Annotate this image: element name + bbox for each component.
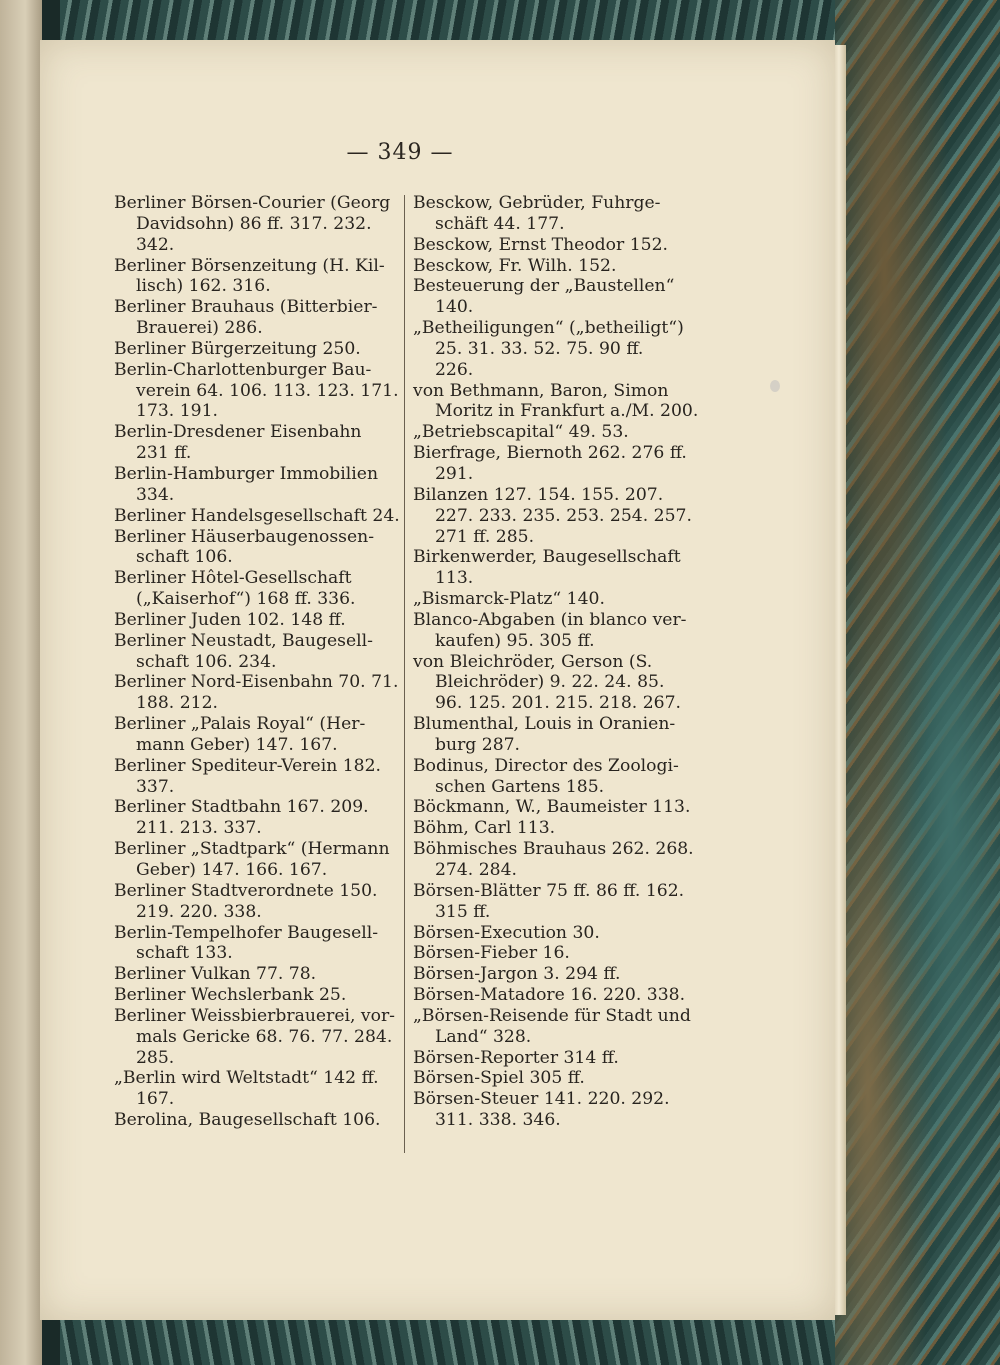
index-entry-line: Birkenwerder, Baugesellschaft (413, 547, 681, 568)
index-entry-line: Börsen-Execution 30. (413, 922, 600, 943)
index-entry-line: Berliner Vulkan 77. 78. (114, 964, 317, 985)
index-entry-line: Börsen-Steuer 141. 220. 292. (413, 1089, 670, 1110)
index-entry-line: mals Gericke 68. 76. 77. 284. (136, 1026, 393, 1047)
index-entry-line: 271 ff. 285. (435, 526, 535, 547)
index-entry-line: 285. (136, 1047, 175, 1068)
index-entry-line: Berlin-Dresdener Eisenbahn (114, 422, 362, 443)
index-entry-line: Börsen-Matadore 16. 220. 338. (413, 985, 686, 1006)
index-entry-line: 334. (136, 484, 175, 505)
index-entry-line: 227. 233. 235. 253. 254. 257. (435, 505, 692, 526)
left-page-edge (0, 0, 42, 1365)
index-entry-line: Berliner Häuserbaugenossen- (114, 526, 375, 547)
index-entry-line: Berliner Neustadt, Baugesell- (114, 630, 373, 651)
index-entry-line: Bilanzen 127. 154. 155. 207. (413, 484, 664, 505)
index-entry-line: Berliner Börsen-Courier (Georg (114, 193, 391, 213)
index-entry-line: Berlin-Tempelhofer Baugesell- (114, 922, 379, 943)
index-entry-line: verein 64. 106. 113. 123. 171. (136, 380, 399, 401)
index-entry-line: 291. (435, 463, 474, 484)
index-entry-line: 173. 191. (136, 401, 219, 422)
index-entry-line: Bleichröder) 9. 22. 24. 85. (435, 672, 665, 693)
index-entry-line: Berliner Wechslerbank 25. (114, 985, 347, 1006)
index-entry-line: 25. 31. 33. 52. 75. 90 ff. (435, 338, 644, 359)
index-entry-line: 231 ff. (136, 443, 192, 464)
index-column-right (413, 193, 703, 1131)
index-entry-line: 113. (435, 568, 474, 589)
index-entry-line: Geber) 147. 166. 167. (136, 860, 328, 880)
index-entry-line: Besckow, Gebrüder, Fuhrge- (413, 193, 661, 213)
index-entry-line: Böhm, Carl 113. (413, 818, 556, 839)
index-entry-line: Berliner Spediteur-Verein 182. (114, 755, 381, 776)
index-entry-line: Brauerei) 286. (136, 318, 263, 339)
index-entry-line: „Betriebscapital“ 49. 53. (413, 422, 629, 443)
index-entry-line: Berliner Handelsgesellschaft 24. (114, 505, 400, 526)
index-entry-line: Besteuerung der „Baustellen“ (413, 276, 675, 297)
index-entry-line: Börsen-Fieber 16. (413, 943, 570, 964)
index-entry-line: Börsen-Blätter 75 ff. 86 ff. 162. (413, 880, 685, 901)
index-entry-line: „Berlin wird Weltstadt“ 142 ff. (114, 1068, 379, 1089)
index-entry-line: Bodinus, Director des Zoologi- (413, 755, 679, 776)
index-entry-line: schen Gartens 185. (435, 776, 605, 797)
index-entry-line: schaft 133. (136, 943, 233, 964)
index-entry-line: Besckow, Fr. Wilh. 152. (413, 255, 617, 276)
index-entry-line: Berolina, Baugesellschaft 106. (114, 1110, 381, 1131)
index-entry-line: 311. 338. 346. (435, 1110, 561, 1131)
index-entry-line: „Betheiligungen“ („betheiligt“) (413, 318, 684, 339)
index-entry-line: „Börsen-Reisende für Stadt und (413, 1005, 691, 1026)
index-entry-line: 219. 220. 338. (136, 901, 262, 922)
index-entry-line: 226. (435, 359, 474, 380)
column-divider (404, 195, 405, 1153)
index-entry-line: 211. 213. 337. (136, 818, 262, 839)
index-entry-line: („Kaiserhof“) 168 ff. 336. (136, 589, 356, 610)
index-entry-line: Böhmisches Brauhaus 262. 268. (413, 839, 694, 860)
index-entry-line: Land“ 328. (435, 1026, 532, 1047)
index-entry-line: Berliner Stadtverordnete 150. (114, 880, 378, 901)
index-entry-line: Böckmann, W., Baumeister 113. (413, 797, 691, 818)
index-entry-line: von Bleichröder, Gerson (S. (413, 651, 653, 672)
index-entry-line: 315 ff. (435, 901, 491, 922)
index-entry-line: Berliner Weissbierbrauerei, vor- (114, 1005, 395, 1026)
index-entry-line: Börsen-Reporter 314 ff. (413, 1047, 619, 1068)
index-entry-line: 342. (136, 234, 175, 255)
index-entry-line: von Bethmann, Baron, Simon (413, 380, 669, 401)
index-entry-line: Börsen-Spiel 305 ff. (413, 1068, 585, 1089)
index-entry-line: 96. 125. 201. 215. 218. 267. (435, 693, 681, 714)
index-entry-line: Blumenthal, Louis in Oranien- (413, 714, 676, 735)
index-entry-line: Berliner Nord-Eisenbahn 70. 71. (114, 672, 399, 693)
index-entry-line: 337. (136, 776, 175, 797)
index-entry-line: 188. 212. (136, 693, 219, 714)
index-entry-line: schaft 106. 234. (136, 651, 277, 672)
index-entry-line: Berliner Börsenzeitung (H. Kil- (114, 255, 385, 276)
index-entry-line: kaufen) 95. 305 ff. (435, 630, 595, 651)
index-entry-line: Berliner Hôtel-Gesellschaft (114, 568, 352, 589)
index-entry-line: 167. (136, 1089, 175, 1110)
index-entry-line: Berliner Brauhaus (Bitterbier- (114, 297, 378, 318)
index-entry-line: lisch) 162. 316. (136, 276, 271, 297)
index-entry-line: Börsen-Jargon 3. 294 ff. (413, 964, 621, 985)
index-entry-line: Berliner „Palais Royal“ (Her- (114, 714, 366, 735)
index-entry-line: Berlin-Charlottenburger Bau- (114, 359, 372, 380)
marbled-cover (835, 0, 1000, 1365)
index-entry-line: schäft 44. 177. (435, 213, 565, 234)
paper-spot (770, 380, 780, 392)
index-column-left (114, 193, 399, 1131)
index-entry-line: Bierfrage, Biernoth 262. 276 ff. (413, 443, 687, 464)
page-number: — 349 — (346, 140, 454, 165)
index-entry-line: 140. (435, 297, 474, 318)
index-entry-line: schaft 106. (136, 547, 233, 568)
index-entry-line: Berlin-Hamburger Immobilien (114, 463, 379, 484)
index-entry-line: „Bismarck-Platz“ 140. (413, 589, 605, 610)
index-entry-line: 274. 284. (435, 860, 518, 880)
index-entry-line: burg 287. (435, 734, 521, 755)
index-entry-line: Besckow, Ernst Theodor 152. (413, 234, 668, 255)
index-entry-line: Berliner „Stadtpark“ (Hermann (114, 839, 390, 860)
index-entry-line: Berliner Stadtbahn 167. 209. (114, 797, 369, 818)
index-entry-line: Berliner Juden 102. 148 ff. (114, 609, 346, 630)
index-entry-line: Berliner Bürgerzeitung 250. (114, 338, 361, 359)
index-entry-line: Blanco-Abgaben (in blanco ver- (413, 609, 687, 630)
index-entry-line: Davidsohn) 86 ff. 317. 232. (136, 213, 372, 234)
index-entry-line: mann Geber) 147. 167. (136, 734, 338, 755)
index-entry-line: Moritz in Frankfurt a./M. 200. (435, 401, 699, 422)
